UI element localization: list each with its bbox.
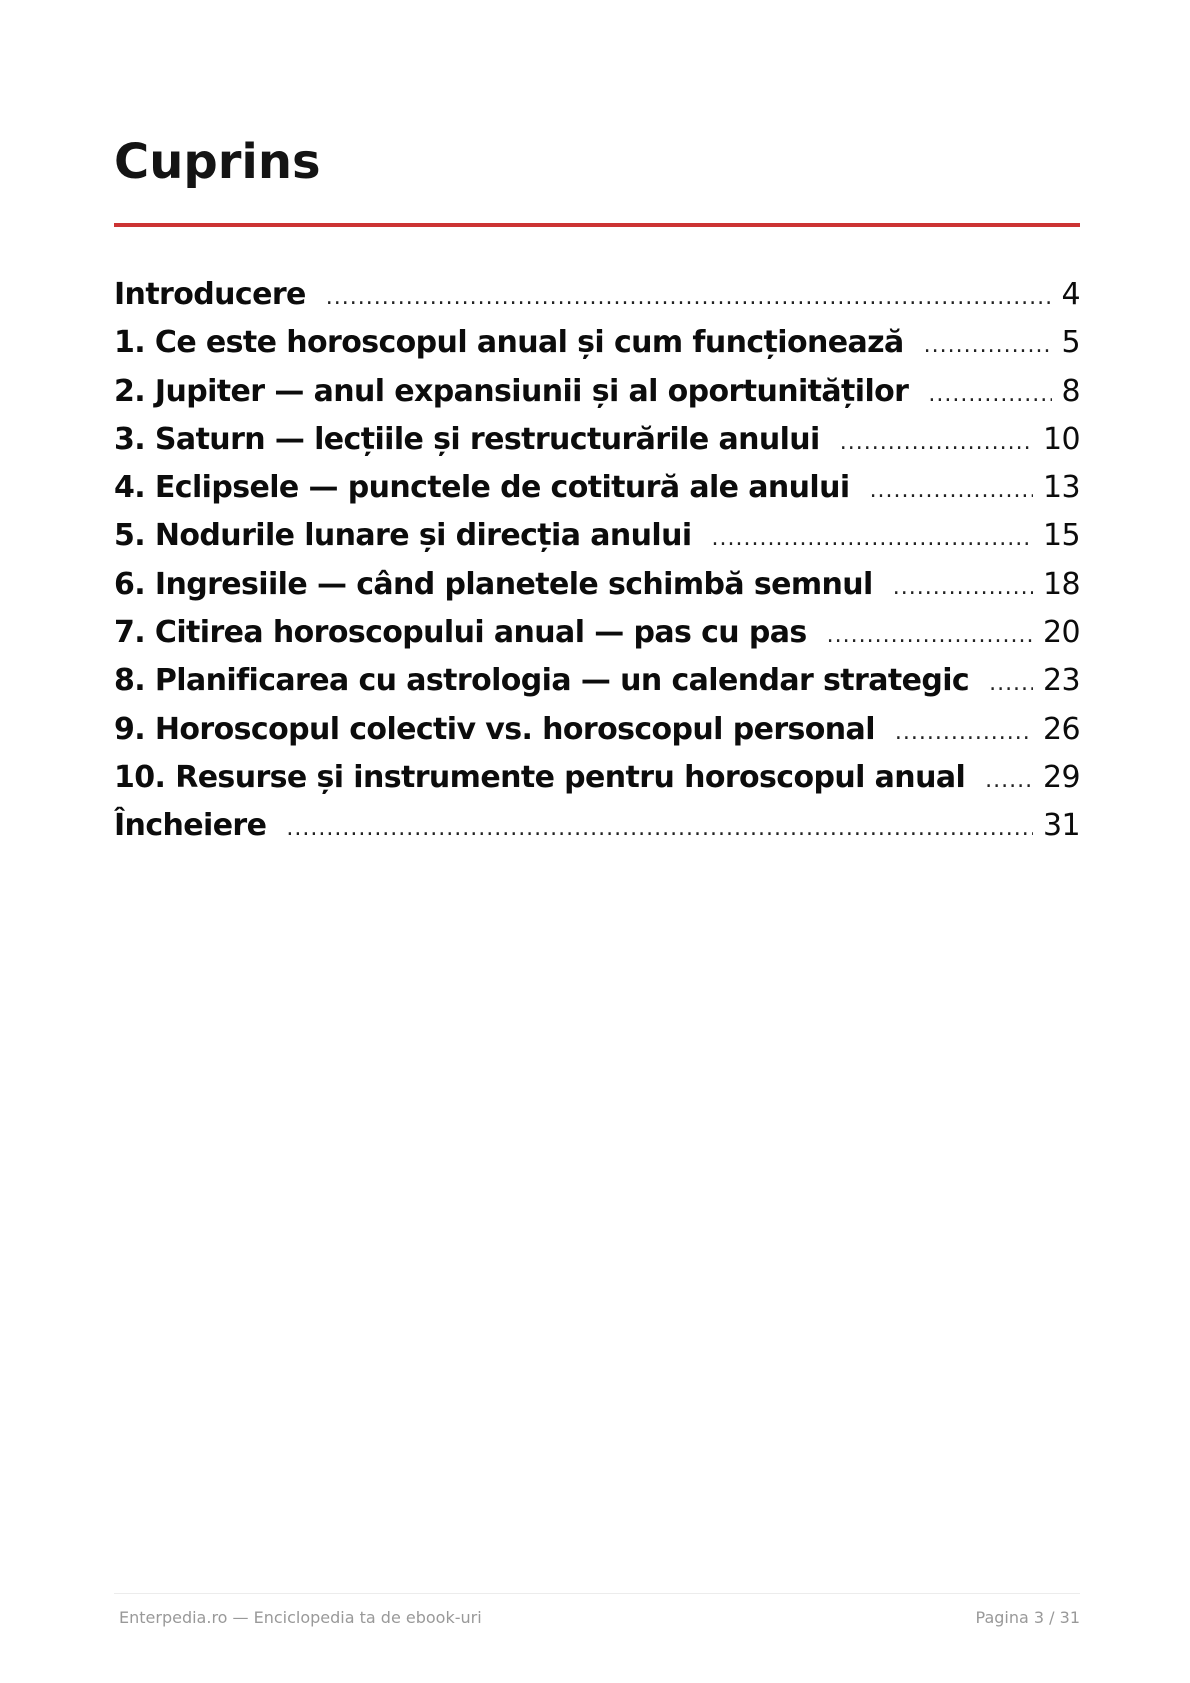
toc-dot-leader: [989, 671, 1033, 696]
toc-entry-page: 23: [1043, 663, 1080, 699]
toc-entry-title: 8. Planificarea cu astrologia — un calendar strategic: [114, 663, 970, 699]
toc-entry-title: 10. Resurse și instrumente pentru horoscopul anual: [114, 759, 966, 795]
toc-dot-leader: [840, 430, 1033, 455]
toc-entry-title: 1. Ce este horoscopul anual și cum funcționează: [114, 325, 904, 361]
toc-entry-title: 7. Citirea horoscopului anual — pas cu pas: [114, 615, 807, 651]
toc-entry-page: 26: [1043, 711, 1080, 747]
toc-entry-chapter-5[interactable]: [114, 518, 1080, 566]
toc-entry-title: Încheiere: [114, 808, 267, 844]
toc-entry-title: 2. Jupiter — anul expansiunii și al oportunităților: [114, 373, 909, 409]
footer-page-number: Pagina 3 / 31: [975, 1608, 1080, 1627]
toc-entry-title: 3. Saturn — lecțiile și restructurările anului: [114, 421, 820, 457]
footer-divider: [114, 1593, 1080, 1594]
toc-entry-page: 13: [1043, 470, 1080, 506]
toc-entry-page: 31: [1043, 808, 1080, 844]
toc-entry-chapter-7[interactable]: [114, 615, 1080, 663]
toc-entry-page: 20: [1043, 615, 1080, 651]
toc-dot-leader: [326, 285, 1052, 310]
toc-entry-title: 6. Ingresiile — când planetele schimbă semnul: [114, 566, 873, 602]
toc-dot-leader: [895, 720, 1033, 745]
toc-entry-chapter-9[interactable]: [114, 712, 1080, 760]
title-divider: [114, 223, 1080, 227]
toc-dot-leader: [286, 816, 1033, 841]
toc-dot-leader: [870, 478, 1033, 503]
toc-entry-page: 10: [1043, 421, 1080, 457]
toc-entry-chapter-6[interactable]: [114, 567, 1080, 615]
toc-entry-page: 15: [1043, 518, 1080, 554]
toc-entry-title: 9. Horoscopul colectiv vs. horoscopul personal: [114, 711, 875, 747]
toc-entry-page: 18: [1043, 566, 1080, 602]
toc-entry-title: 5. Nodurile lunare și direcția anului: [114, 518, 692, 554]
toc-dot-leader: [985, 768, 1033, 793]
table-of-contents: [114, 277, 1080, 857]
toc-entry-chapter-10[interactable]: [114, 760, 1080, 808]
toc-dot-leader: [827, 623, 1033, 648]
toc-entry-incheiere[interactable]: [114, 808, 1080, 856]
toc-entry-page: 5: [1061, 325, 1080, 361]
toc-dot-leader: [712, 526, 1034, 551]
toc-dot-leader: [893, 575, 1033, 600]
toc-dot-leader: [924, 333, 1052, 358]
footer-site-name: Enterpedia.ro — Enciclopedia ta de ebook-uri: [119, 1608, 482, 1627]
toc-entry-introducere[interactable]: [114, 277, 1080, 325]
page-title: Cuprins: [114, 134, 321, 190]
toc-dot-leader: [928, 382, 1051, 407]
toc-entry-chapter-3[interactable]: [114, 422, 1080, 470]
toc-entry-chapter-1[interactable]: [114, 325, 1080, 373]
toc-entry-page: 8: [1061, 373, 1080, 409]
toc-entry-chapter-8[interactable]: [114, 663, 1080, 711]
toc-entry-page: 4: [1061, 277, 1080, 312]
toc-entry-title: Introducere: [114, 277, 306, 312]
toc-entry-page: 29: [1043, 759, 1080, 795]
toc-entry-chapter-2[interactable]: [114, 374, 1080, 422]
toc-entry-chapter-4[interactable]: [114, 470, 1080, 518]
toc-entry-title: 4. Eclipsele — punctele de cotitură ale anului: [114, 470, 850, 506]
